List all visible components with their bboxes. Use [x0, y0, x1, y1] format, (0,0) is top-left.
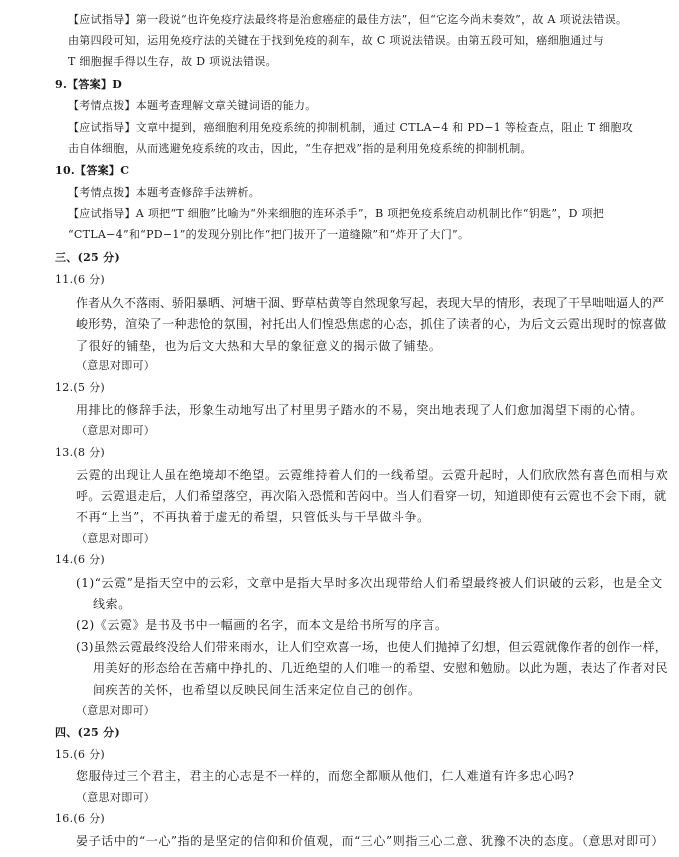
text-line: 击自体细胞，从而逃避免疫系统的攻击，因此，“生存把戏”指的是利用免疫系统的抑制机制。: [68, 142, 532, 155]
text-line: 峻形势，渲染了一种悲怆的氛围，衬托出人们惶恐焦虑的心态，抓住了读者的心，为后文云霓出现时的惊喜做: [76, 317, 667, 331]
text-line: 【应试指导】第一段说“也许免疫疗法最终将是治愈癌症的最佳方法”，但“它迄今尚未奏效”，故 A 项说法错误。: [68, 13, 628, 26]
text-line: T 细胞握手得以生存，故 D 项说法错误。: [68, 55, 277, 68]
text-line: 【考情点拨】本题考查理解文章关键词语的能力。: [68, 99, 317, 112]
answer-heading: 9.【答案】D: [55, 78, 123, 91]
question-number: 16.(6 分): [55, 812, 105, 825]
text-line: 【应试指导】文章中提到，癌细胞利用免疫系统的抑制机制，通过 CTLA−4 和 PD−1 等检查点，阻止 T 细胞攻: [68, 121, 634, 134]
note-line: （意思对即可）: [76, 791, 156, 804]
text-line: 您服侍过三个君主，君主的心志是不一样的，而您全都顺从他们，仁人难道有许多忠心吗?: [76, 769, 575, 783]
note-line: （意思对即可）: [76, 359, 156, 372]
question-number: 11.(6 分): [55, 273, 105, 286]
answer-heading: 10.【答案】C: [55, 164, 130, 177]
text-line: 【应试指导】A 项把“T 细胞”比喻为“外来细胞的连环杀手”，B 项把免疫系统启动机制比作“钥匙”，D 项把: [68, 207, 605, 220]
question-number: 15.(6 分): [55, 748, 105, 761]
text-line: 由第四段可知，运用免疫疗法的关键在于找到免疫的刹车，故 C 项说法错误。由第五段可知，癌细胞通过与: [68, 34, 605, 47]
section-heading: 四、(25 分): [55, 726, 120, 739]
note-line: （意思对即可）: [76, 424, 156, 437]
note-line: （意思对即可）: [76, 532, 156, 545]
question-number: 14.(6 分): [55, 553, 105, 566]
text-line: 不再“上当”，不再执着于虚无的希望，只管低头与干旱做斗争。: [76, 510, 430, 524]
text-line: 作者从久不落雨、骄阳暴晒、河塘干涸、野草枯黄等自然现象写起，表现大旱的情形，表现了干旱咄咄逼人的严: [76, 296, 665, 310]
section-heading: 三、(25 分): [55, 251, 120, 264]
text-line: “CTLA−4”和“PD−1”的发现分别比作“把门拔开了一道缝隙”和“炸开了大门”。: [68, 228, 470, 241]
text-line: 线索。: [93, 597, 131, 611]
text-line: (3)虽然云霓最终没给人们带来雨水，让人们空欢喜一场，也使人们抛掉了幻想，但云霓就像作者的创作一样，: [76, 640, 668, 654]
text-line: 云霓的出现让人虽在绝境却不绝望。云霓维持着人们的一线希望。云霓升起时，人们欣欣然有喜色而相与欢: [76, 468, 669, 482]
text-line: (1)“云霓”是指天空中的云彩，文章中是指大旱时多次出现带给人们希望最终被人们识破的云彩，也是全文: [76, 576, 663, 590]
text-line: 呼。云霓退走后，人们希望落空，再次陷入恐慌和苦闷中。当人们看穿一切，知道即使有云霓也不会下雨，就: [76, 489, 667, 503]
text-line: 间疾苦的关怀，也希望以反映民间生活来定位自己的创作。: [93, 683, 421, 697]
text-line: 了很好的铺垫，也为后文大热和大旱的象征意义的揭示做了铺垫。: [76, 339, 442, 353]
note-line: （意思对即可）: [76, 704, 156, 717]
text-line: 晏子话中的“一心”指的是坚定的信仰和价值观，而“三心”则指三心二意、犹豫不决的态度。（意思对即可）: [76, 834, 664, 848]
question-number: 12.(5 分): [55, 381, 105, 394]
question-number: 13.(8 分): [55, 446, 105, 459]
text-line: 【考情点拨】本题考查修辞手法辨析。: [68, 186, 261, 199]
text-line: (2)《云霓》是书及书中一幅画的名字，而本文是给书所写的序言。: [76, 618, 448, 632]
text-line: 用美好的形态给在苦痛中挣扎的、几近绝望的人们唯一的希望、安慰和勉励。以此为题，表达了作者对民: [93, 661, 669, 675]
text-line: 用排比的修辞手法，形象生动地写出了村里男子踏水的不易，突出地表现了人们愈加渴望下雨的心情。: [76, 403, 644, 417]
